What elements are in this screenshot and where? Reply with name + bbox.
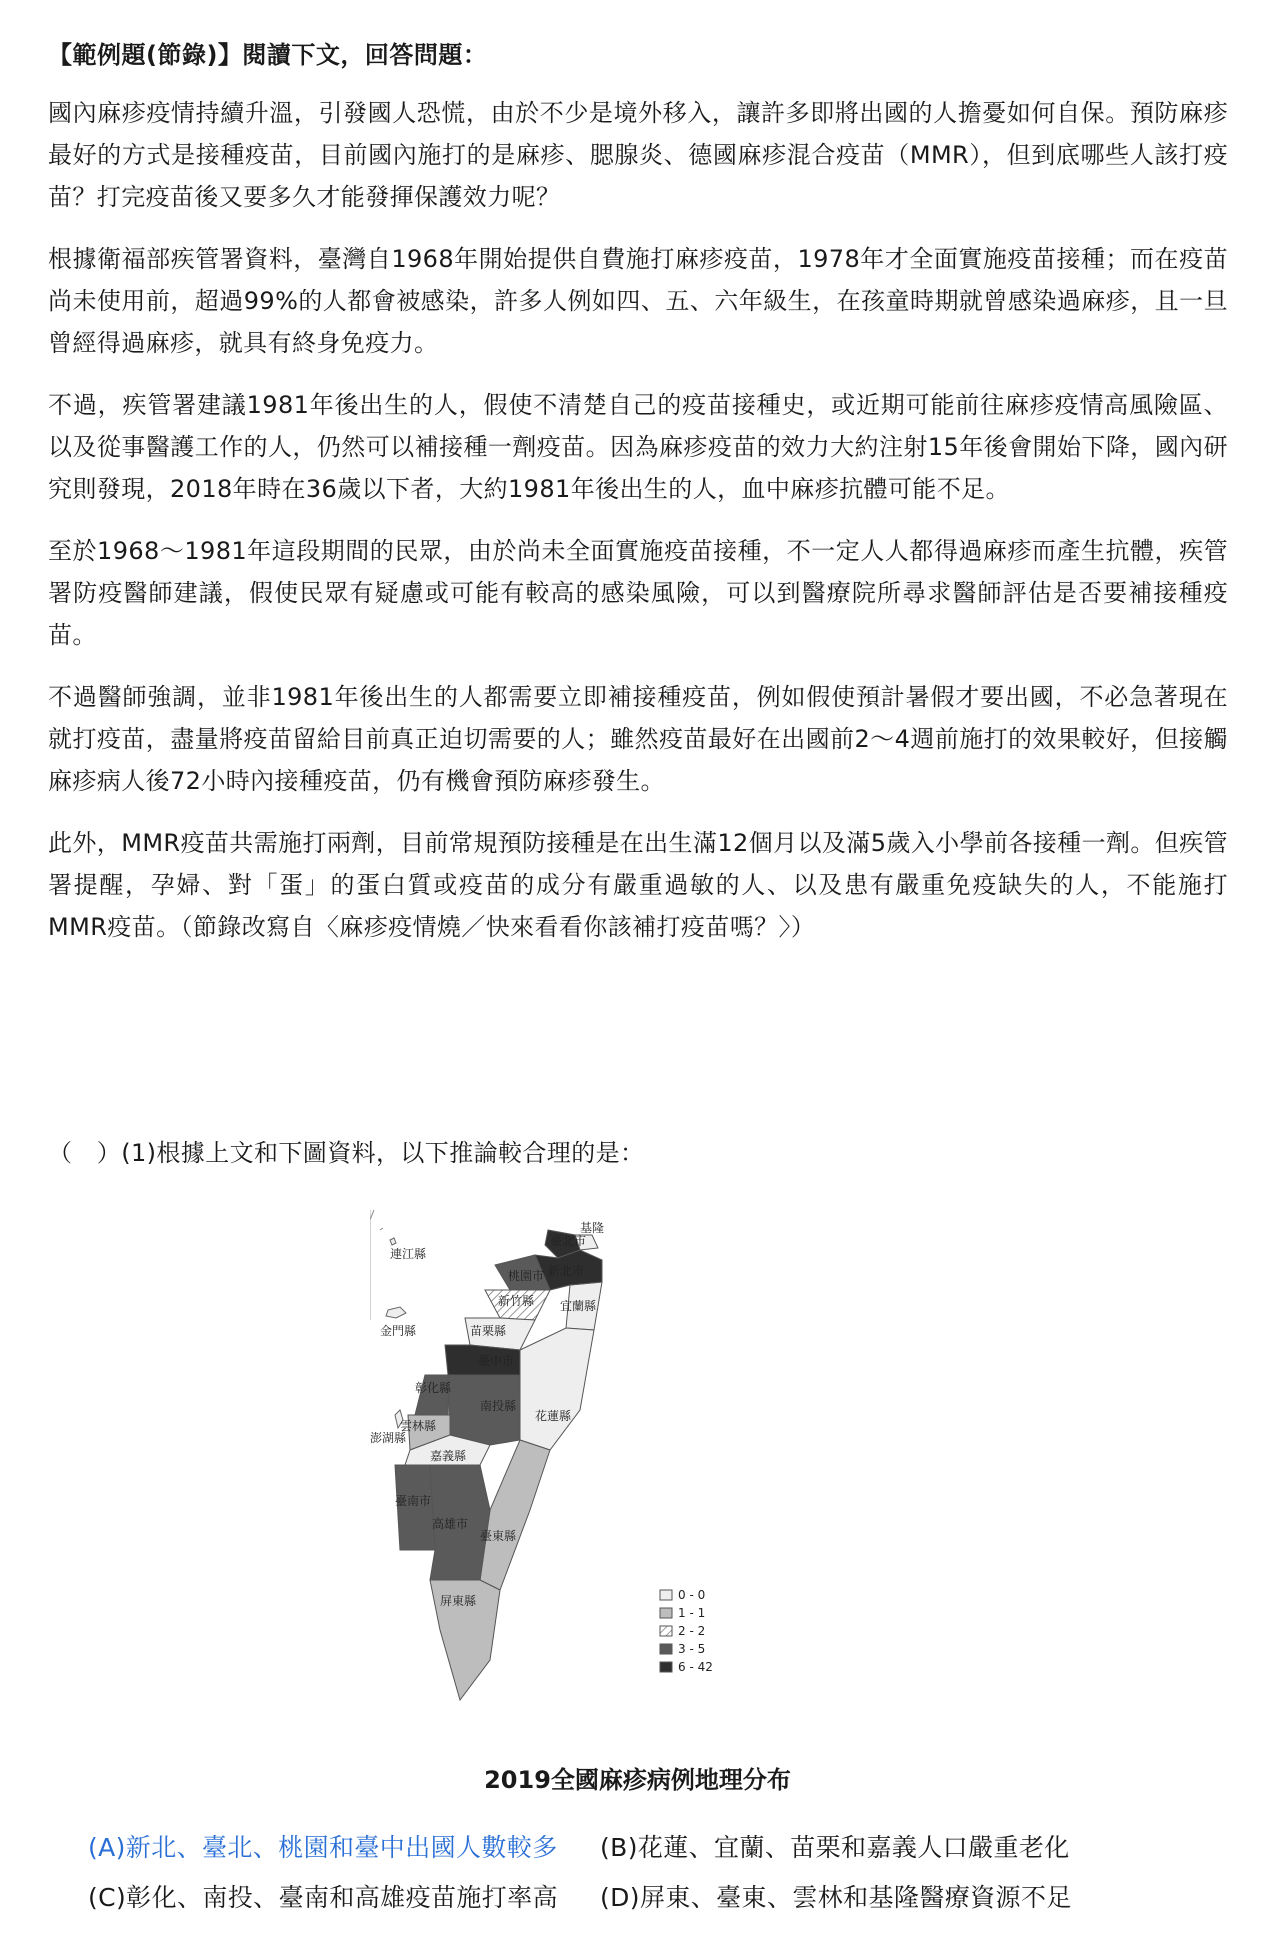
taitung-shape xyxy=(480,1440,550,1590)
label-taitung: 臺東縣 xyxy=(480,1529,517,1543)
paragraph-6: 此外，MMR疫苗共需施打兩劑，目前常規預防接種是在出生滿12個月以及滿5歲入小學前各接種一劑。但疾管署提醒，孕婦、對「蛋」的蛋白質或疫苗的成分有嚴重過敏的人、以及患有嚴重免疫缺失的人，不能施打MMR疫苗。（節錄改寫自〈麻疹疫情燒／快來看看你該補打疫苗嗎？〉） xyxy=(48,829,1228,941)
label-taichung: 臺中市 xyxy=(478,1354,515,1368)
label-lienchiang: 連江縣 xyxy=(390,1247,427,1261)
label-chiayi: 嘉義縣 xyxy=(430,1449,467,1463)
legend-label-0: 0 - 0 xyxy=(678,1588,706,1602)
label-changhua: 彰化縣 xyxy=(415,1381,452,1395)
label-taipei: 臺北市 xyxy=(550,1234,587,1248)
paragraph-5: 不過醫師強調，並非1981年後出生的人都需要立即補接種疫苗，例如假使預計暑假才要出國，不必急著現在就打疫苗，盡量將疫苗留給目前真正迫切需要的人；雖然疫苗最好在出國前2～4週前施打的效果較好，但接觸麻疹病人後72小時內接種疫苗，仍有機會預防麻疹發生。 xyxy=(48,683,1228,795)
label-pingtung: 屏東縣 xyxy=(440,1594,477,1608)
measles-map xyxy=(370,1210,890,1750)
label-kaohsiung: 高雄市 xyxy=(432,1517,469,1531)
option-a[interactable]: (A)新北、臺北、桃園和臺中出國人數較多 xyxy=(88,1833,558,1862)
option-d[interactable]: (D)屏東、臺東、雲林和基隆醫療資源不足 xyxy=(600,1883,1072,1912)
label-penghu: 澎湖縣 xyxy=(370,1431,407,1445)
label-hualien: 花蓮縣 xyxy=(535,1409,572,1423)
legend-label-1: 1 - 1 xyxy=(678,1606,706,1620)
label-yilan: 宜蘭縣 xyxy=(560,1299,597,1313)
kinmen-island xyxy=(386,1307,406,1318)
paragraph-3: 不過，疾管署建議1981年後出生的人，假使不清楚自己的疫苗接種史，或近期可能前往麻疹疫情高風險區、以及從事醫護工作的人，仍然可以補接種一劑疫苗。因為麻疹疫苗的效力大約注射15年後會開始下降，國內研究則發現，2018年時在36歲以下者，大約1981年後出生的人，血中麻疹抗體可能不足。 xyxy=(48,391,1228,503)
label-new-taipei: 新北市 xyxy=(548,1264,585,1278)
heading: 【範例題(節錄)】閱讀下文，回答問題： xyxy=(48,41,488,69)
map-title: 2019全國麻疹病例地理分布 xyxy=(484,1766,791,1794)
label-nantou: 南投縣 xyxy=(480,1399,517,1413)
question-1: （ ）(1)根據上文和下圖資料，以下推論較合理的是： xyxy=(48,1139,645,1167)
label-yunlin: 雲林縣 xyxy=(400,1419,437,1433)
label-taoyuan: 桃園市 xyxy=(508,1269,545,1283)
lienchiang-shape xyxy=(370,1210,383,1230)
label-hsinchu: 新竹縣 xyxy=(498,1294,535,1308)
lienchiang-island xyxy=(390,1238,396,1245)
hualien-shape xyxy=(520,1328,594,1450)
legend-label-3: 3 - 5 xyxy=(678,1642,706,1656)
legend-label-4: 6 - 42 xyxy=(678,1660,713,1674)
paragraph-1: 國內麻疹疫情持續升溫，引發國人恐慌，由於不少是境外移入，讓許多即將出國的人擔憂如何自保。預防麻疹最好的方式是接種疫苗，目前國內施打的是麻疹、腮腺炎、德國麻疹混合疫苗（MMR），但到底哪些人該打疫苗？打完疫苗後又要多久才能發揮保護效力呢？ xyxy=(48,99,1228,211)
label-tainan: 臺南市 xyxy=(395,1494,432,1508)
label-miaoli: 苗栗縣 xyxy=(470,1324,507,1338)
option-b[interactable]: (B)花蓮、宜蘭、苗栗和嘉義人口嚴重老化 xyxy=(600,1833,1070,1862)
taiwan-map-svg xyxy=(370,1210,890,1750)
label-keelung: 基隆 xyxy=(580,1221,605,1235)
paragraph-4: 至於1968～1981年這段期間的民眾，由於尚未全面實施疫苗接種，不一定人人都得過麻疹而產生抗體，疾管署防疫醫師建議，假使民眾有疑慮或可能有較高的感染風險，可以到醫療院所尋求醫師評估是否要補接種疫苗。 xyxy=(48,537,1228,649)
legend-label-2: 2 - 2 xyxy=(678,1624,706,1638)
option-c[interactable]: (C)彰化、南投、臺南和高雄疫苗施打率高 xyxy=(88,1883,558,1912)
article xyxy=(48,38,1228,968)
paragraph-2: 根據衛福部疾管署資料，臺灣自1968年開始提供自費施打麻疹疫苗，1978年才全面實施疫苗接種；而在疫苗尚未使用前，超過99%的人都會被感染，許多人例如四、五、六年級生，在孩童時期就曾感染過麻疹，且一旦曾經得過麻疹，就具有終身免疫力。 xyxy=(48,245,1228,357)
label-kinmen: 金門縣 xyxy=(380,1324,417,1338)
map-legend xyxy=(660,1588,713,1674)
